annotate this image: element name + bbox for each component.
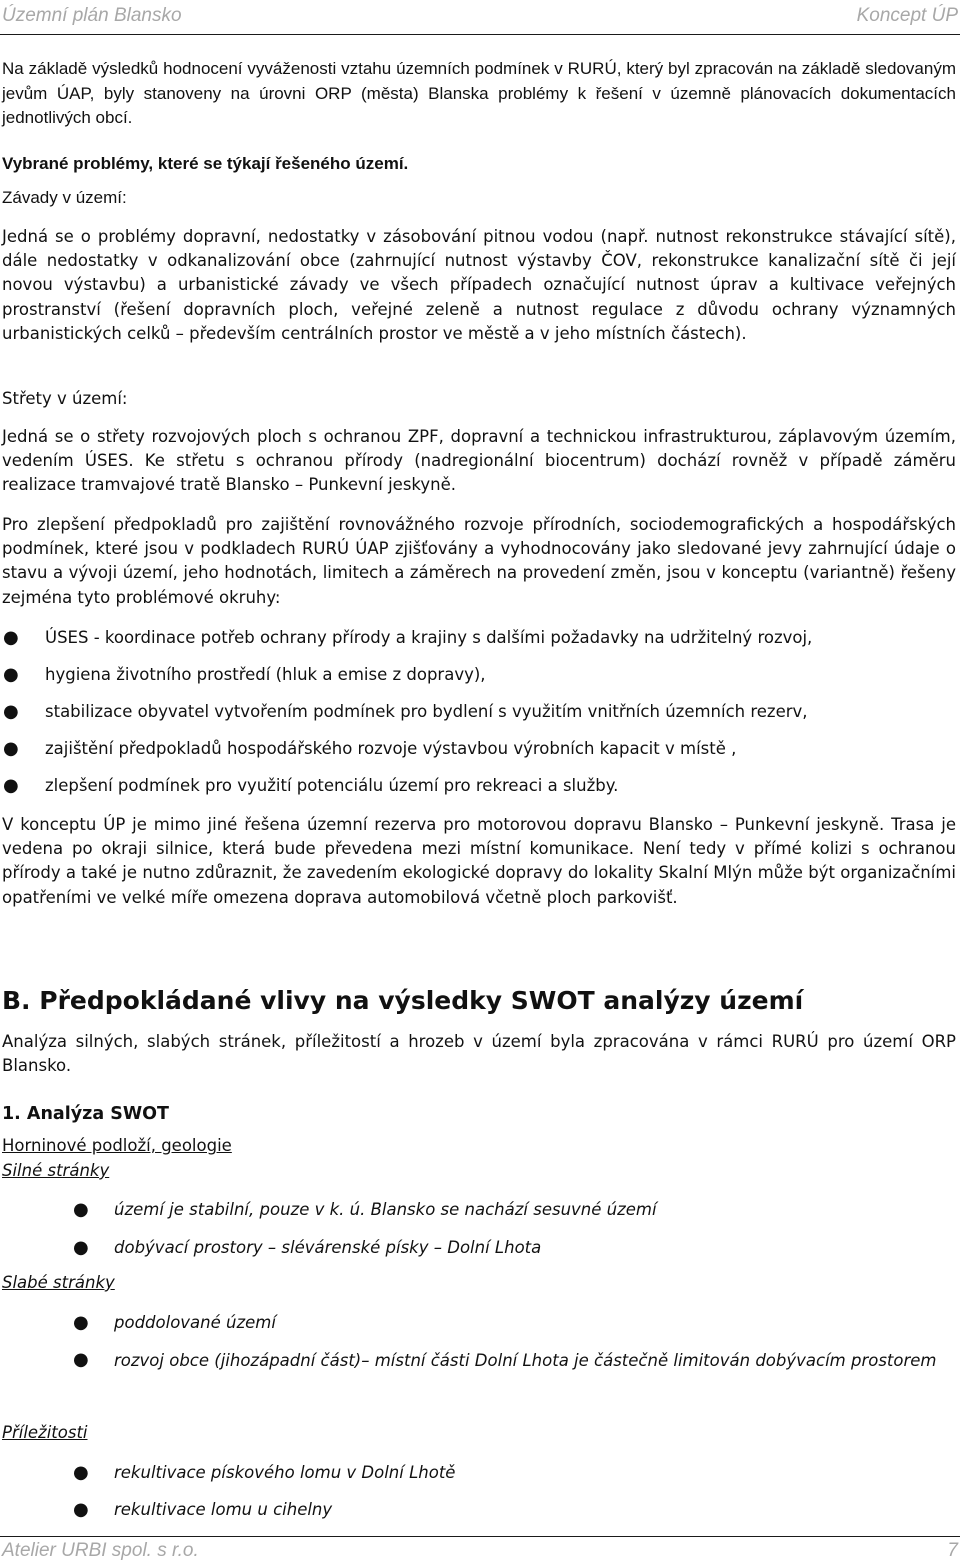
- list-item-text: stabilizace obyvatel vytvořením podmínek pro bydlení s využitím vnitřních územních rezerv,: [45, 702, 808, 721]
- swot-subheading: 1. Analýza SWOT: [2, 1104, 169, 1124]
- list-item-text: území je stabilní, pouze v k. ú. Blansko se nachází sesuvné území: [114, 1200, 657, 1219]
- bullet-icon: ●: [73, 1312, 89, 1333]
- conflicts-paragraph: Jedná se o střety rozvojových ploch s ochranou ZPF, dopravní a technickou infrastrukturou, záplavovým územím, vedením ÚSES. Ke střetu s ochranou přírody (nadregionální biocentrum) dochází rovněž v případě záměru realizace tramvajové tratě Blansko – Punkevní jeskyně.: [2, 427, 956, 495]
- page-footer: [0, 1536, 960, 1566]
- header-document-type: Koncept ÚP: [856, 5, 958, 26]
- concept-paragraph: V konceptu ÚP je mimo jiné řešena územní rezerva pro motorovou dopravu Blansko – Punkevní jeskyně. Trasa je vedena po okraji silnice, která bude převedena mezi místní komunikace. Není tedy v přímé kolizi s ochranou přírody a také je nutno zdůraznit, že zavedením ekologické dopravy do lokality Skalní Mlýn může být organizačními opatřeními ve velké míře omezena doprava automobilová včetně ploch parkovišť.: [2, 815, 956, 907]
- weaknesses-label: Slabé stránky: [2, 1273, 115, 1292]
- list-item-text: dobývací prostory – slévárenské písky – Dolní Lhota: [114, 1238, 542, 1257]
- section-b-intro: Analýza silných, slabých stránek, příležitostí a hrozeb v území byla zpracována v rámci RURÚ pro území ORP Blansko.: [2, 1032, 956, 1076]
- defects-label: Závady v území:: [2, 188, 127, 207]
- bullet-icon: ●: [73, 1349, 89, 1370]
- page-header: [0, 0, 960, 35]
- bullet-icon: ●: [3, 775, 19, 796]
- selected-problems-heading: Vybrané problémy, které se týkají řešeného území.: [2, 154, 409, 173]
- opportunities-label: Příležitosti: [2, 1423, 88, 1442]
- improvement-paragraph: Pro zlepšení předpokladů pro zajištění rovnovážného rozvoje přírodních, sociodemografických a hospodářských podmínek, které jsou v podkladech RURÚ ÚAP zjišťovány a vyhodnocovány jako sledované jevy zahrnující údaje o stavu a vývoji území, jeho hodnotách, limitech a záměrech na provedení změn, jsou v konceptu (variantně) řešeny zejména tyto problémové okruhy:: [2, 515, 956, 607]
- bullet-icon: ●: [3, 738, 19, 759]
- list-item-text: zajištění předpokladů hospodářského rozvoje výstavbou výrobních kapacit v místě ,: [45, 739, 737, 758]
- bullet-icon: ●: [73, 1199, 89, 1220]
- strengths-label: Silné stránky: [2, 1161, 110, 1180]
- bullet-icon: ●: [73, 1237, 89, 1258]
- list-item-text: poddolované území: [114, 1313, 276, 1332]
- bullet-icon: ●: [3, 627, 19, 648]
- list-item-text: ÚSES - koordinace potřeb ochrany přírody a krajiny s dalšími požadavky na udržitelný rozvoj,: [45, 628, 813, 647]
- list-item-text: rozvoj obce (jihozápadní část)– místní části Dolní Lhota je částečně limitován dobývacím prostorem: [114, 1351, 937, 1370]
- conflicts-label: Střety v území:: [2, 389, 128, 408]
- page-number: 7: [947, 1540, 958, 1561]
- list-item-text: rekultivace lomu u cihelny: [114, 1500, 333, 1519]
- footer-company: Atelier URBI spol. s r.o.: [2, 1540, 199, 1561]
- bullet-icon: ●: [73, 1462, 89, 1483]
- bullet-icon: ●: [73, 1499, 89, 1520]
- topic-heading: Horninové podloží, geologie: [2, 1136, 232, 1155]
- list-item-text: zlepšení podmínek pro využití potenciálu území pro rekreaci a služby.: [45, 776, 619, 795]
- intro-paragraph: Na základě výsledků hodnocení vyváženosti vztahu územních podmínek v RURÚ, který byl zpracován na základě sledovaným jevům ÚAP, byly stanoveny na úrovni ORP (města) Blanska problémy k řešení v územně plánovacích dokumentacích jednotlivých obcí.: [2, 59, 956, 127]
- defects-paragraph: Jedná se o problémy dopravní, nedostatky v zásobování pitnou vodou (např. nutnost rekonstrukce stávající sítě), dále nedostatky v odkanalizování obce (zahrnující nutnost výstavby ČOV, rekonstrukce kanalizační sítě či její novou výstavbu) a urbanistické závady ve všech případech označující nutnost úprav a kultivace veřejných prostranství (řešení dopravních ploch, veřejné zeleně a nutnost regulace z důvodu ochrany významných urbanistických celků – především centrálních prostor ve městě a v jeho místních částech).: [2, 227, 956, 343]
- section-b-title: B. Předpokládané vlivy na výsledky SWOT analýzy území: [2, 986, 804, 1015]
- list-item-text: hygiena životního prostředí (hluk a emise z dopravy),: [45, 665, 486, 684]
- header-document-title: Územní plán Blansko: [2, 5, 182, 26]
- list-item-text: rekultivace pískového lomu v Dolní Lhotě: [114, 1463, 456, 1482]
- bullet-icon: ●: [3, 664, 19, 685]
- bullet-icon: ●: [3, 701, 19, 722]
